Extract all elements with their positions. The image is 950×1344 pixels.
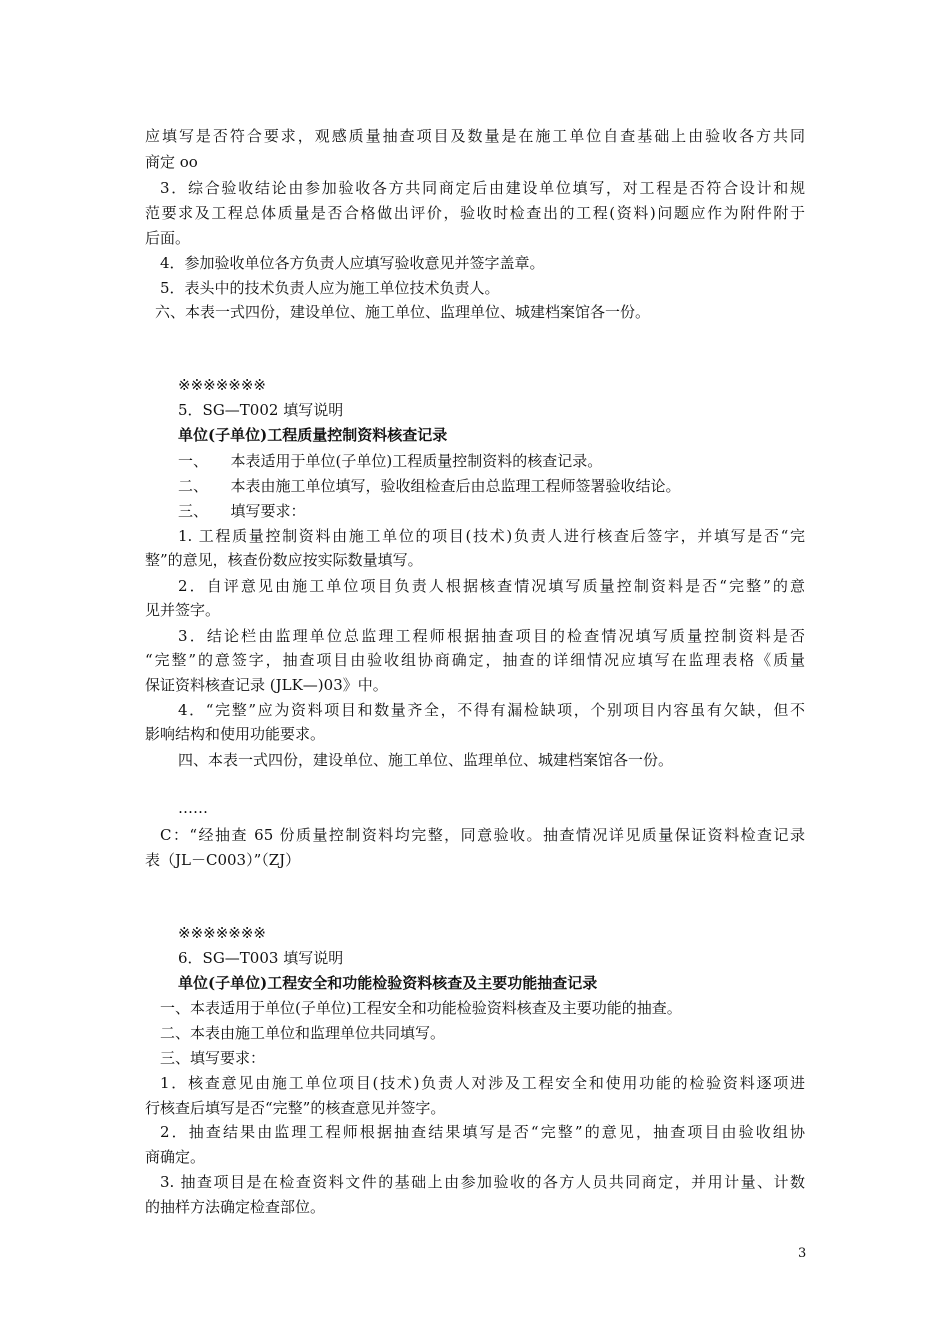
section-title: 单位(子单位)工程安全和功能检验资料核查及主要功能抽查记录: [178, 974, 598, 992]
paragraph-line: 5．表头中的技术负责人应为施工单位技术负责人。: [160, 279, 500, 297]
paragraph-line: 1．核查意见由施工单位项目(技术)负责人对涉及工程安全和使用功能的检验资料逐项进: [160, 1074, 805, 1092]
paragraph-line: 范要求及工程总体质量是否合格做出评价，验收时检查出的工程(资料)问题应作为附件附于: [145, 204, 805, 222]
section-separator: ※※※※※※※: [178, 376, 266, 394]
paragraph-line: 2．自评意见由施工单位项目负责人根据核查情况填写质量控制资料是否“完整”的意: [178, 577, 805, 595]
section-heading: 5．SG—T002 填写说明: [178, 401, 344, 419]
section-heading: 6．SG—T003 填写说明: [178, 949, 344, 967]
paragraph-line: “完整”的意签字，抽查项目由验收组协商确定，抽查的详细情况应填写在监理表格《质量: [145, 651, 805, 669]
paragraph-line: 3．综合验收结论由参加验收各方共同商定后由建设单位填写，对工程是否符合设计和规: [160, 179, 805, 197]
paragraph-line: 六、本表一式四份，建设单位、施工单位、监理单位、城建档案馆各一份。: [155, 303, 651, 321]
paragraph-line: 商定 oo: [145, 153, 198, 171]
paragraph-line: 1. 工程质量控制资料由施工单位的项目(技术)负责人进行核查后签字，并填写是否“完: [178, 527, 805, 545]
paragraph-line: 3．结论栏由监理单位总监理工程师根据抽查项目的检查情况填写质量控制资料是否: [178, 627, 805, 645]
paragraph-line: 的抽样方法确定检查部位。: [145, 1198, 326, 1216]
paragraph-line: 保证资料核查记录 (JLK—)03》中。: [145, 676, 388, 694]
section-title: 单位(子单位)工程质量控制资料核查记录: [178, 426, 448, 444]
paragraph-line: 一、 本表适用于单位(子单位)工程质量控制资料的核查记录。: [178, 452, 603, 470]
paragraph-line: 三、填写要求：: [160, 1049, 266, 1067]
paragraph-line: 整”的意见，核查份数应按实际数量填写。: [145, 551, 423, 569]
paragraph-line: 二、 本表由施工单位填写，验收组检查后由总监理工程师签署验收结论。: [178, 477, 681, 495]
paragraph-line: 表（JL－C003）”（ZJ）: [145, 851, 301, 869]
page-number: 3: [798, 1246, 807, 1261]
paragraph-line: 4．“完整”应为资料项目和数量齐全，不得有漏检缺项，个别项目内容虽有欠缺，但不: [178, 701, 805, 719]
paragraph-line: 商确定。: [145, 1148, 206, 1166]
paragraph-line: 二、本表由施工单位和监理单位共同填写。: [160, 1024, 446, 1042]
paragraph-line: 三、 填写要求：: [178, 502, 306, 520]
paragraph-line: 四、本表一式四份，建设单位、施工单位、监理单位、城建档案馆各一份。: [178, 751, 674, 769]
paragraph-line: C：“经抽查 65 份质量控制资料均完整，同意验收。抽查情况详见质量保证资料检查记录: [160, 826, 805, 844]
paragraph-line: 一、本表适用于单位(子单位)工程安全和功能检验资料核查及主要功能的抽查。: [160, 999, 682, 1017]
paragraph-line: 行核查后填写是否“完整”的核查意见并签字。: [145, 1099, 446, 1117]
paragraph-line: 后面。: [145, 229, 191, 247]
paragraph-line: 应填写是否符合要求，观感质量抽查项目及数量是在施工单位自查基础上由验收各方共同: [145, 127, 805, 145]
paragraph-line: 见并签字。: [145, 601, 221, 619]
ellipsis: ……: [178, 799, 208, 817]
paragraph-line: 4．参加验收单位各方负责人应填写验收意见并签字盖章。: [160, 254, 545, 272]
paragraph-line: 影响结构和使用功能要求。: [145, 725, 326, 743]
paragraph-line: 3. 抽查项目是在检查资料文件的基础上由参加验收的各方人员共同商定，并用计量、计数: [160, 1173, 805, 1191]
paragraph-line: 2．抽查结果由监理工程师根据抽查结果填写是否“完整”的意见，抽查项目由验收组协: [160, 1123, 805, 1141]
section-separator: ※※※※※※※: [178, 924, 266, 942]
